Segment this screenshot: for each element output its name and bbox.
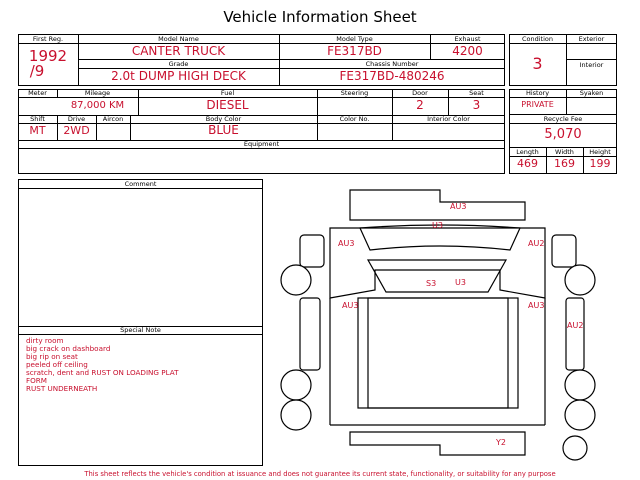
damage-mark-front-right: AU2 (528, 239, 545, 248)
condition-score: 3 (532, 54, 543, 73)
special-note-line: big crack on dashboard (26, 344, 111, 353)
model-name-label: Model Name (158, 35, 199, 43)
history-label: History (525, 89, 550, 97)
recycle-fee-label: Recycle Fee (543, 115, 583, 123)
front-bumper-outline (350, 190, 525, 220)
height: 199 (589, 157, 611, 170)
damage-mark-windshield: U3 (432, 221, 443, 230)
damage-mark-bed-right: AU3 (528, 301, 545, 310)
body-color-label: Body Color (205, 115, 242, 123)
special-note-line: RUST UNDERNEATH (26, 384, 98, 393)
first-reg-year: 1992 (28, 47, 68, 65)
length: 469 (517, 157, 538, 170)
grade: 2.0t DUMP HIGH DECK (111, 69, 246, 83)
special-note-line: scratch, dent and RUST ON LOADING PLAT (26, 368, 179, 377)
width: 169 (554, 157, 575, 170)
wheel-rear-left-2 (281, 400, 311, 430)
cab-outline (330, 228, 545, 298)
loading-bed-inner (368, 298, 508, 408)
seat-label: Seat (469, 89, 484, 97)
damage-mark-right-side: AU2 (567, 321, 584, 330)
width-label: Width (555, 148, 574, 156)
loading-bed-outline (358, 298, 518, 408)
seat-count: 3 (472, 98, 481, 112)
damage-mark-cab-roof-left: S3 (426, 279, 437, 288)
exterior-label: Exterior (578, 35, 605, 43)
syaken-label: Syaken (579, 89, 604, 97)
wheel-rear-left (281, 370, 311, 400)
steering-label: Steering (340, 89, 369, 97)
chassis-number: FE317BD-480246 (339, 69, 445, 83)
meter-label: Meter (28, 89, 47, 97)
wheel-front-left (281, 265, 311, 295)
wheel-rear-right (565, 370, 595, 400)
cab-roof-outline (368, 260, 506, 292)
special-note-line: FORM (26, 376, 47, 385)
model-type-label: Model Type (336, 35, 373, 43)
damage-mark-front-left: AU3 (338, 239, 355, 248)
damage-mark-rear-bumper: Y2 (496, 438, 506, 447)
interior-label: Interior (579, 61, 604, 69)
sheet-title: Vehicle Information Sheet (223, 8, 417, 26)
shift-label: Shift (30, 115, 45, 123)
disclaimer-footer: This sheet reflects the vehicle's condition at issuance and does not guarantee its current state, functionality, or suitability for any purpose (84, 470, 556, 478)
length-label: Length (516, 148, 539, 156)
body-color: BLUE (208, 123, 239, 137)
damage-mark-front-bumper: AU3 (450, 202, 467, 211)
truck-damage-diagram (270, 180, 620, 468)
shift: MT (29, 124, 46, 137)
chassis-number-label: Chassis Number (365, 60, 419, 68)
door-count: 2 (416, 98, 424, 112)
model-name: CANTER TRUCK (131, 44, 226, 58)
drive: 2WD (63, 124, 90, 137)
special-note-line: big rip on seat (26, 352, 78, 361)
drive-label: Drive (67, 115, 86, 123)
grade-label: Grade (168, 60, 189, 68)
comment-label: Comment (124, 180, 157, 188)
mileage-label: Mileage (84, 89, 111, 97)
history: PRIVATE (521, 100, 554, 109)
door-label: Door (412, 89, 428, 97)
special-note-line: peeled off ceiling (26, 360, 88, 369)
exhaust: 4200 (452, 44, 483, 58)
special-note-line: dirty room (26, 336, 64, 345)
first-reg-label: First Reg. (32, 35, 64, 43)
equipment-label: Equipment (243, 140, 280, 148)
wheel-rear-right-2 (565, 400, 595, 430)
damage-mark-cab-roof-right: U3 (455, 278, 466, 287)
wheel-extra (563, 436, 587, 460)
aircon-label: Aircon (102, 115, 124, 123)
exhaust-label: Exhaust (454, 35, 481, 43)
fuel: DIESEL (206, 98, 249, 112)
recycle-fee: 5,070 (544, 127, 582, 142)
fuel-label: Fuel (220, 89, 235, 97)
interior-color-label: Interior Color (427, 115, 470, 123)
condition-label: Condition (521, 35, 554, 43)
comment-box (18, 179, 263, 466)
wheel-front-right (565, 265, 595, 295)
model-type: FE317BD (327, 44, 382, 58)
mileage: 87,000 KM (70, 100, 125, 111)
special-note-label: Special Note (120, 326, 161, 334)
height-label: Height (589, 148, 611, 156)
color-no-label: Color No. (339, 115, 370, 123)
damage-mark-bed-left: AU3 (342, 301, 359, 310)
first-reg-month: /9 (29, 62, 45, 80)
